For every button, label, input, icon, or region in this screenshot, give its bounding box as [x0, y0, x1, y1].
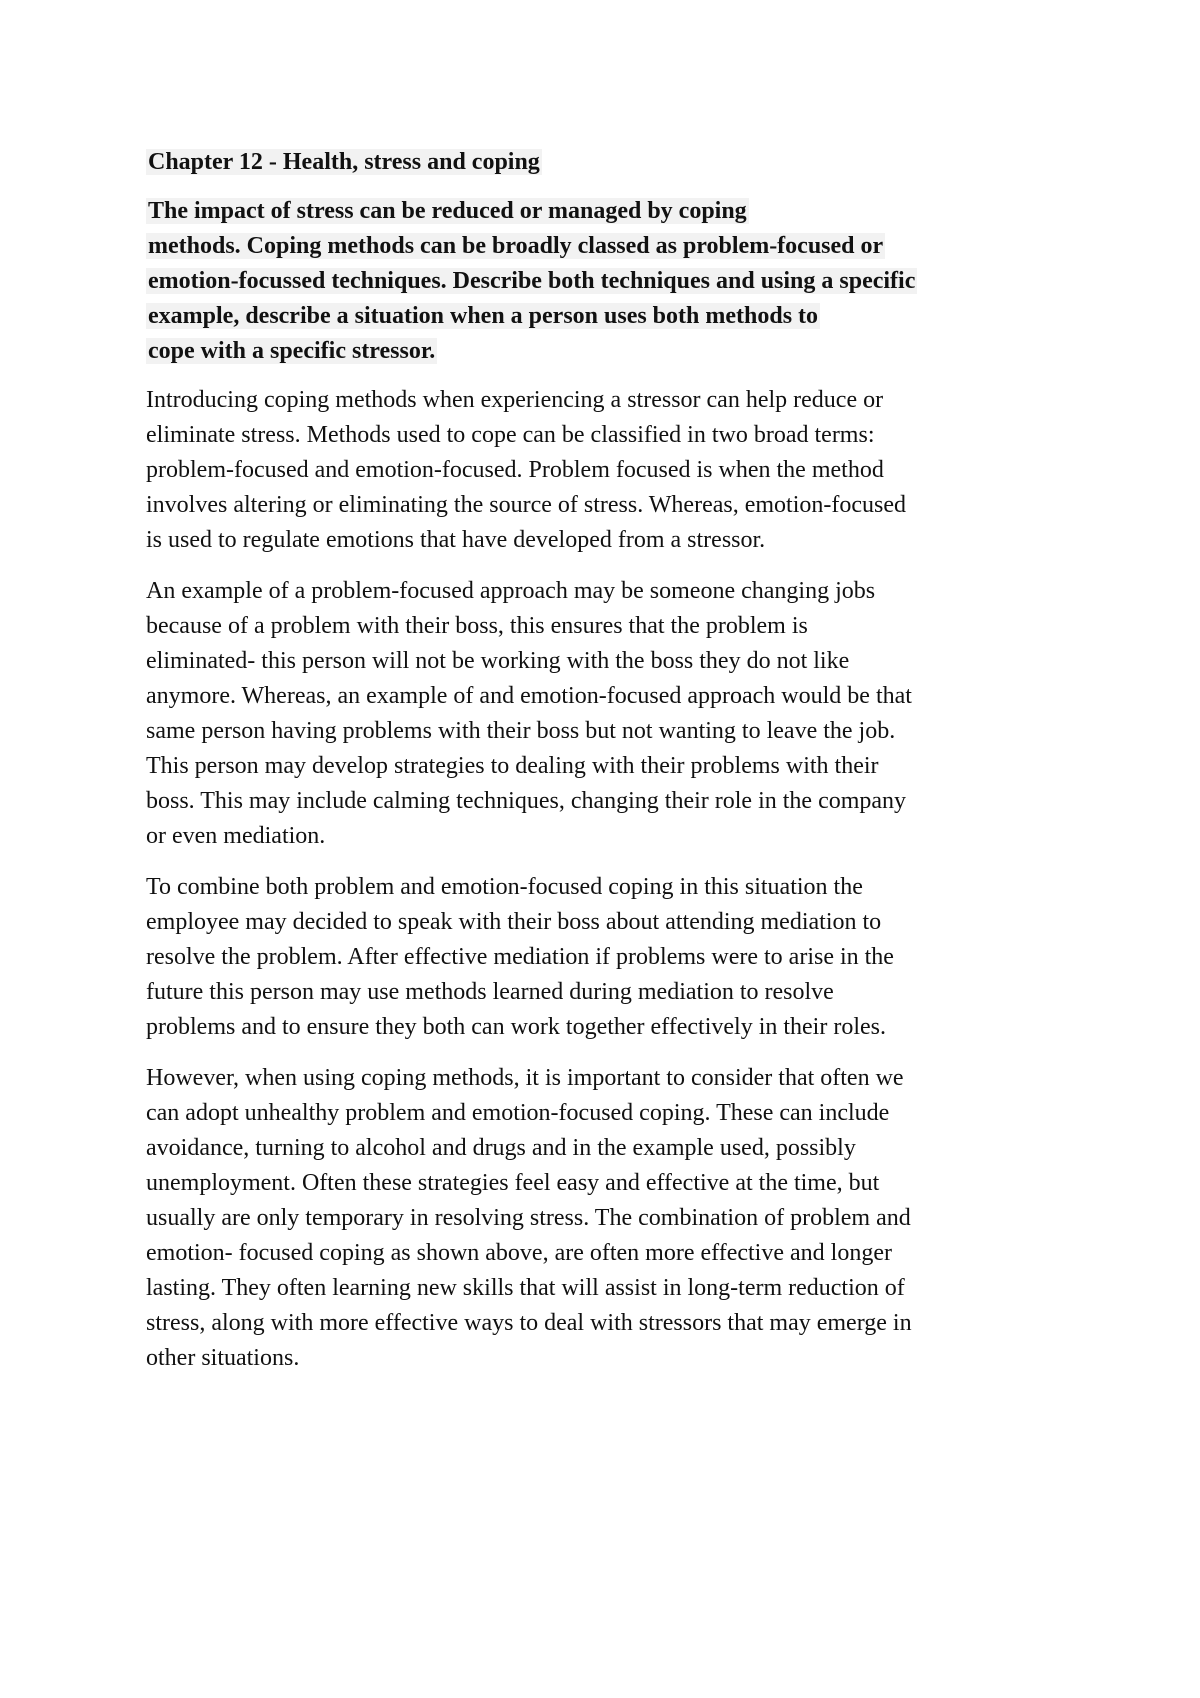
chapter-title: [146, 140, 1066, 184]
essay-question: [146, 194, 1066, 369]
paragraph-line: resolve the problem. After effective mediation if problems were to arise in the: [146, 944, 894, 970]
question-line: The impact of stress can be reduced or managed by coping: [148, 198, 747, 224]
paragraph-line: To combine both problem and emotion-focused coping in this situation the: [146, 874, 863, 900]
paragraph-introduction: [146, 383, 1066, 558]
paragraph-combined: [146, 870, 1066, 1045]
paragraph-line: emotion- focused coping as shown above, are often more effective and longer: [146, 1240, 892, 1266]
paragraph-line: because of a problem with their boss, this ensures that the problem is: [146, 613, 808, 639]
paragraph-line: problem-focused and emotion-focused. Problem focused is when the method: [146, 457, 884, 483]
paragraph-line: eliminate stress. Methods used to cope can be classified in two broad terms:: [146, 422, 875, 448]
paragraph-line: problems and to ensure they both can work together effectively in their roles.: [146, 1014, 886, 1040]
paragraph-line: or even mediation.: [146, 823, 326, 849]
paragraph-line: avoidance, turning to alcohol and drugs and in the example used, possibly: [146, 1135, 856, 1161]
paragraph-line: other situations.: [146, 1345, 300, 1371]
paragraph-line: An example of a problem-focused approach may be someone changing jobs: [146, 578, 876, 604]
document-page: [146, 140, 1066, 1392]
paragraph-line: employee may decided to speak with their boss about attending mediation to: [146, 909, 882, 935]
paragraph-line: unemployment. Often these strategies feel easy and effective at the time, but: [146, 1170, 880, 1196]
question-line: cope with a specific stressor.: [148, 338, 436, 364]
question-line: example, describe a situation when a person uses both methods to: [148, 303, 819, 329]
paragraph-line: can adopt unhealthy problem and emotion-focused coping. These can include: [146, 1100, 890, 1126]
paragraph-example: [146, 574, 1066, 854]
paragraph-line: eliminated- this person will not be working with the boss they do not like: [146, 648, 850, 674]
paragraph-line: boss. This may include calming techniques, changing their role in the company: [146, 788, 907, 814]
chapter-title-text: Chapter 12 - Health, stress and coping: [148, 149, 540, 175]
paragraph-line: However, when using coping methods, it is important to consider that often we: [146, 1065, 904, 1091]
paragraph-line: same person having problems with their boss but not wanting to leave the job.: [146, 718, 896, 744]
question-line: methods. Coping methods can be broadly classed as problem-focused or: [148, 233, 884, 259]
paragraph-line: lasting. They often learning new skills that will assist in long-term reduction of: [146, 1275, 905, 1301]
paragraph-line: involves altering or eliminating the source of stress. Whereas, emotion-focused: [146, 492, 907, 518]
paragraph-line: anymore. Whereas, an example of and emotion-focused approach would be that: [146, 683, 912, 709]
paragraph-line: stress, along with more effective ways to deal with stressors that may emerge in: [146, 1310, 912, 1336]
question-line: emotion-focussed techniques. Describe both techniques and using a specific: [148, 268, 916, 294]
paragraph-line: This person may develop strategies to dealing with their problems with their: [146, 753, 879, 779]
paragraph-conclusion: [146, 1061, 1066, 1376]
paragraph-line: is used to regulate emotions that have developed from a stressor.: [146, 527, 766, 553]
paragraph-line: future this person may use methods learned during mediation to resolve: [146, 979, 834, 1005]
paragraph-line: Introducing coping methods when experiencing a stressor can help reduce or: [146, 387, 884, 413]
paragraph-line: usually are only temporary in resolving stress. The combination of problem and: [146, 1205, 911, 1231]
